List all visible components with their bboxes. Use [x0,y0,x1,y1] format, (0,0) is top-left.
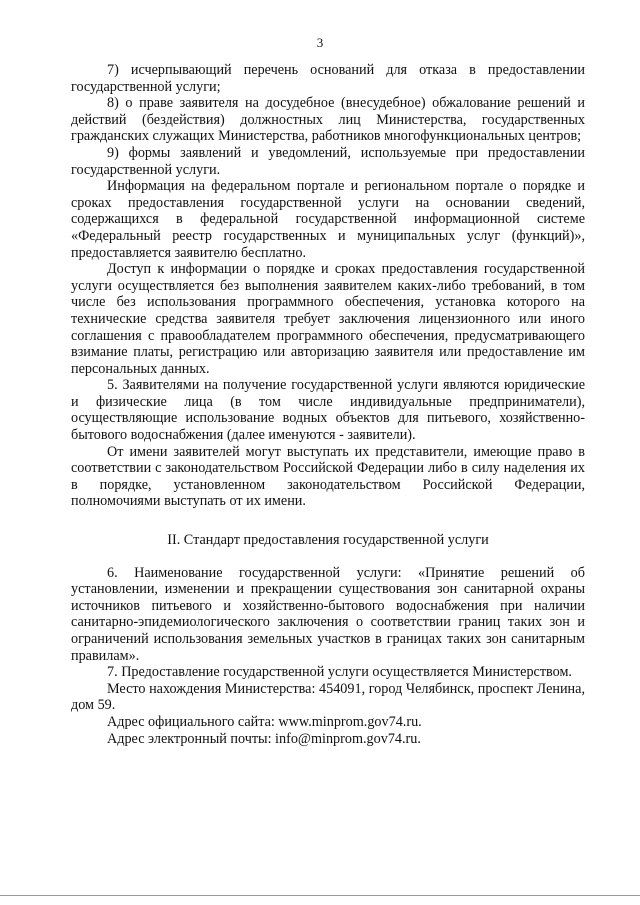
paragraph-item-9: 9) формы заявлений и уведомлений, используемые при предоставлении государственной услуги. [71,144,585,178]
paragraph-clause-6: 6. Наименование государственной услуги: «Принятие решений об установлении, изменении и прекращении существования зон санитарной охраны источников питьевого и хозяйственно-бытового водоснабжения при наличии санитарно-эпидемиологического заключения о соответствии границ таких зон и ограничений использования земельных участков в границах таких зон санитарным правилам». [71,564,585,664]
paragraph-representatives: От имени заявителей могут выступать их представители, имеющие право в соответствии с законодательством Российской Федерации либо в силу наделения их в порядке, установленном законодательством Российской Федерации, полномочиями выступать от их имени. [71,443,585,510]
paragraph-item-8: 8) о праве заявителя на досудебное (внесудебное) обжалование решений и действий (бездействия) должностных лиц Министерства, государственных гражданских служащих Министерства, работников многофункциональных центров; [71,95,585,145]
paragraph-email: Адрес электронный почты: info@minprom.gov74.ru. [107,730,421,747]
paragraph-access-info: Доступ к информации о порядке и сроках предоставления государственной услуги осуществляется без выполнения заявителем каких-либо требований, в том числе без использования программного обеспечения, установка которого на технические средства заявителя требует заключения лицензионного или иного соглашения с правообладателем программного обеспечения, предусматривающего взимание платы, регистрацию или авторизацию заявителя или предоставление им персональных данных. [71,261,585,377]
section-heading: II. Стандарт предоставления государственной услуги [167,532,489,549]
paragraph-website: Адрес официального сайта: www.minprom.gov74.ru. [107,713,422,730]
page-number: 3 [316,35,324,50]
paragraph-item-7: 7) исчерпывающий перечень оснований для отказа в предоставлении государственной услуги; [71,62,585,95]
paragraph-federal-portal-info: Информация на федеральном портале и региональном портале о порядке и сроках предоставления государственной услуги на основании сведений, содержащихся в федеральной государственной информационной системе «Федеральный реестр государственных и муниципальных услуг (функций)», предоставляется заявителю бесплатно. [71,178,585,261]
paragraph-clause-5: 5. Заявителями на получение государственной услуги являются юридические и физические лица (в том числе индивидуальные предприниматели), осуществляющие использование водных объектов для питьевого, хозяйственно-бытового водоснабжения (далее именуются - заявители). [71,377,585,444]
paragraph-clause-7: 7. Предоставление государственной услуги осуществляется Министерством. [107,664,572,681]
bottom-rule [0,895,640,896]
paragraph-location: Место нахождения Министерства: 454091, город Челябинск, проспект Ленина, дом 59. [71,680,585,714]
document-body [71,62,585,747]
